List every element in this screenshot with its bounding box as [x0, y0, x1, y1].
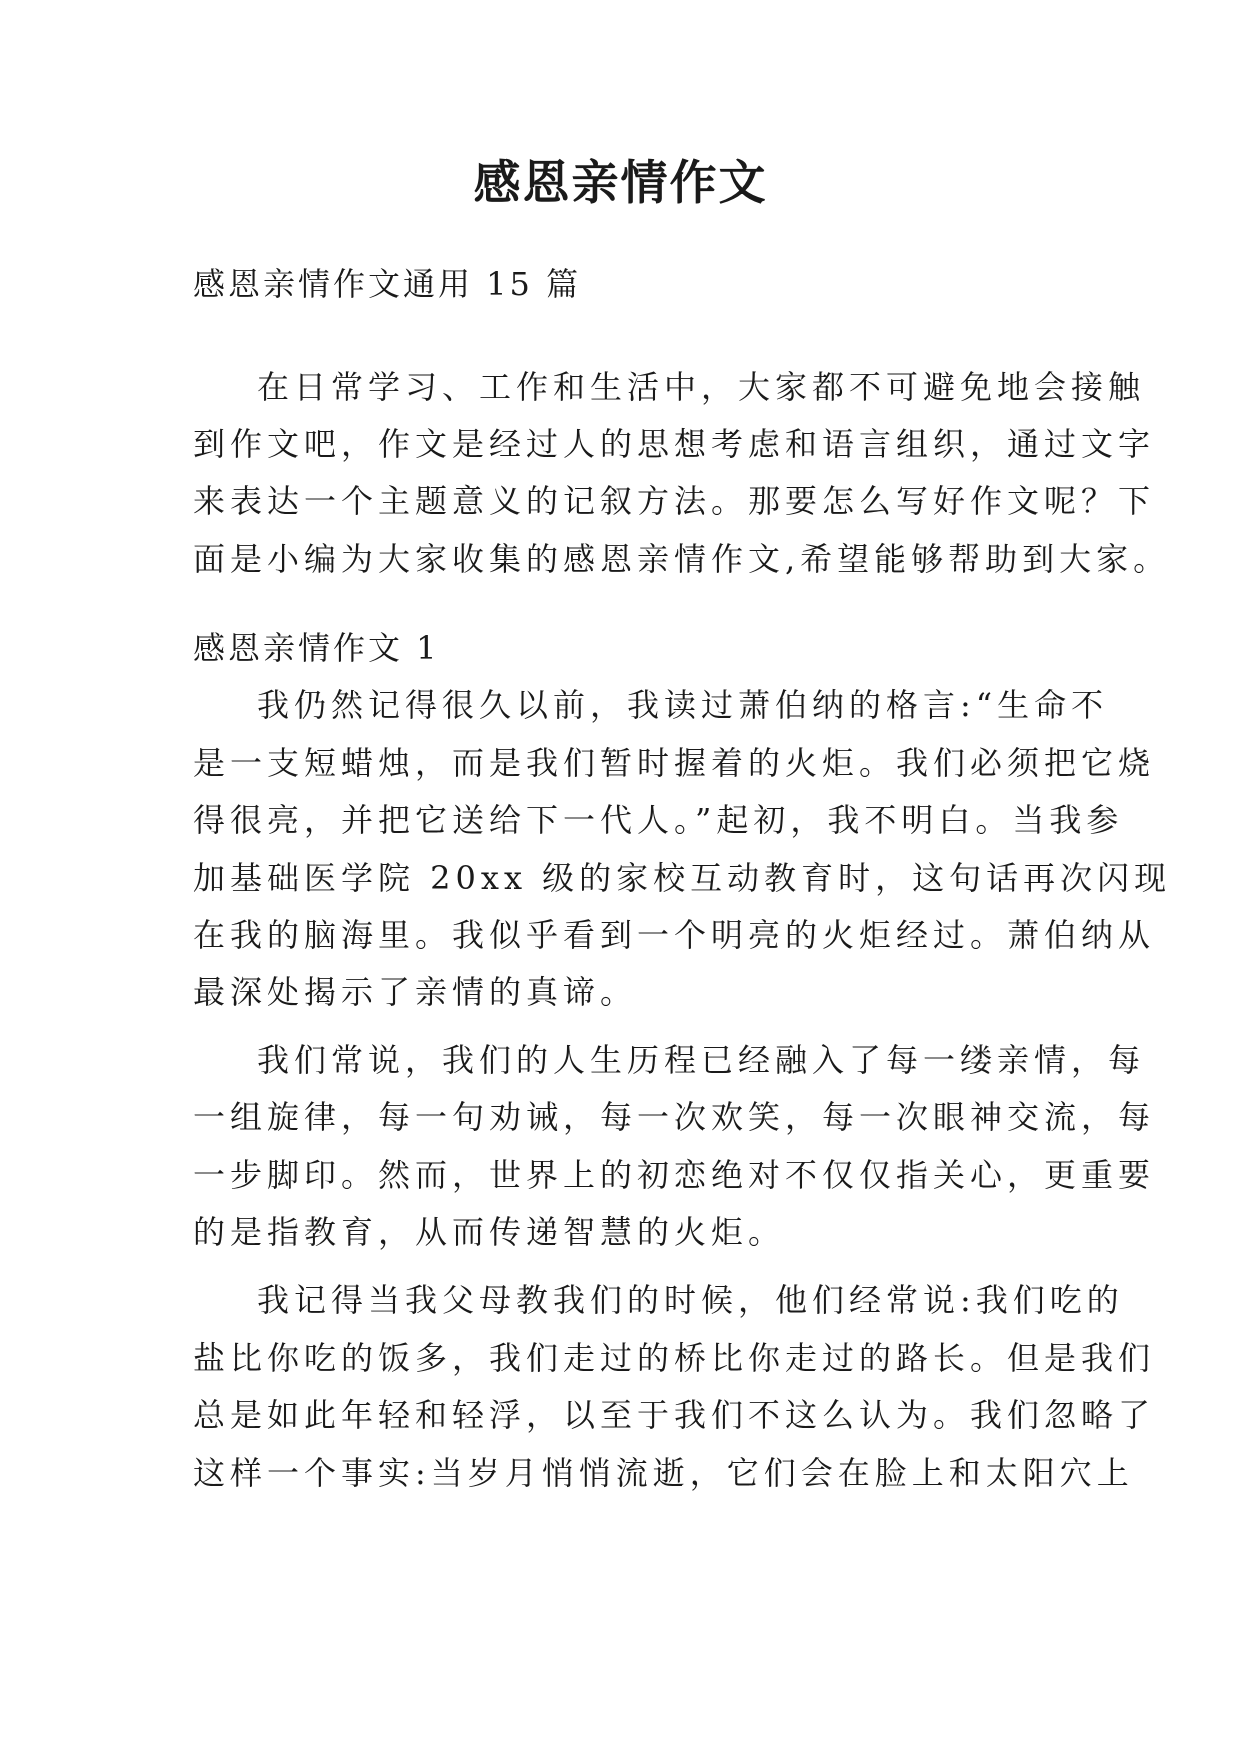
paragraph-line: 在我的脑海里。我似乎看到一个明亮的火炬经过。萧伯纳从	[193, 916, 1156, 954]
paragraph-line: 总是如此年轻和轻浮，以至于我们不这么认为。我们忽略了	[193, 1396, 1156, 1434]
document-title: 感恩亲情作文	[473, 156, 768, 211]
paragraph-line: 面是小编为大家收集的感恩亲情作文,希望能够帮助到大家。	[193, 540, 1171, 578]
paragraph-line: 一步脚印。然而，世界上的初恋绝对不仅仅指关心，更重要	[193, 1156, 1156, 1194]
paragraph-line: 得很亮，并把它送给下一代人。”起初，我不明白。当我参	[193, 801, 1124, 839]
paragraph-line: 一组旋律，每一句劝诫，每一次欢笑，每一次眼神交流，每	[193, 1098, 1156, 1136]
paragraph-line: 我记得当我父母教我们的时候，他们经常说:我们吃的	[257, 1281, 1124, 1319]
paragraph-line: 加基础医学院 20xx 级的家校互动教育时，这句话再次闪现	[193, 859, 1172, 897]
paragraph-line: 是一支短蜡烛，而是我们暂时握着的火炬。我们必须把它烧	[193, 744, 1156, 782]
paragraph-line: 在日常学习、工作和生活中，大家都不可避免地会接触	[257, 368, 1146, 406]
paragraph-line: 这样一个事实:当岁月悄悄流逝，它们会在脸上和太阳穴上	[193, 1454, 1134, 1492]
paragraph-line: 到作文吧，作文是经过人的思想考虑和语言组织，通过文字	[193, 425, 1156, 463]
subtitle: 感恩亲情作文通用 15 篇	[193, 265, 582, 303]
paragraph-line: 最深处揭示了亲情的真谛。	[193, 973, 638, 1011]
essay-heading: 感恩亲情作文 1	[193, 629, 440, 667]
paragraph-line: 盐比你吃的饭多，我们走过的桥比你走过的路长。但是我们	[193, 1339, 1156, 1377]
paragraph-line: 我们常说，我们的人生历程已经融入了每一缕亲情，每	[257, 1041, 1146, 1079]
paragraph-line: 来表达一个主题意义的记叙方法。那要怎么写好作文呢？下	[193, 482, 1156, 520]
paragraph-line: 的是指教育，从而传递智慧的火炬。	[193, 1213, 786, 1251]
paragraph-line: 我仍然记得很久以前，我读过萧伯纳的格言:“生命不	[257, 686, 1109, 724]
